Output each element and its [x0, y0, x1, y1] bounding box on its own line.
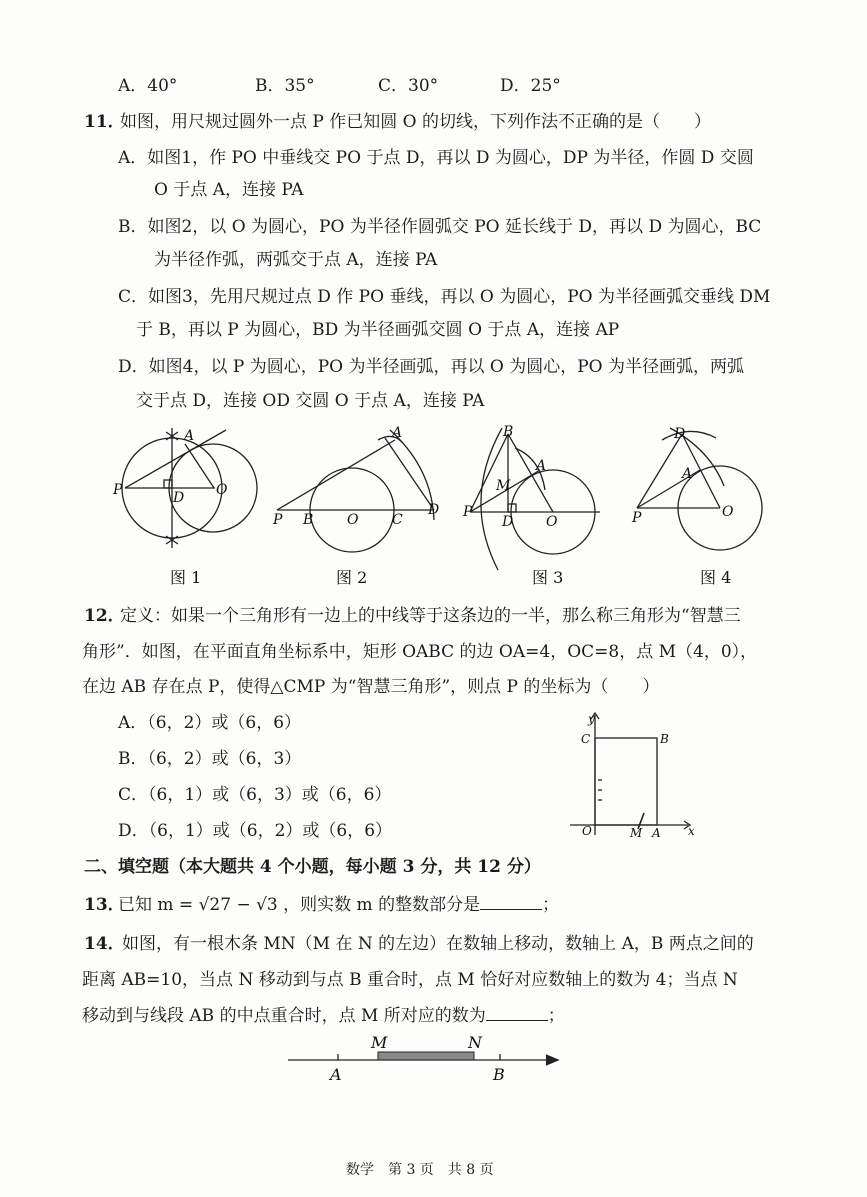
caption-fig2: 图 2 — [336, 568, 368, 587]
q10-option-d: D．25° — [500, 76, 561, 96]
q10-option-a: A．40° — [118, 76, 178, 96]
q11-option-a-line2: O 于点 A，连接 PA — [154, 180, 304, 200]
fig3-label-d: D — [502, 514, 514, 530]
numline-label-m: M — [371, 1033, 388, 1052]
numline-label-n: N — [468, 1033, 482, 1052]
q12-number: 12． — [84, 606, 125, 626]
fig1-label-p: P — [113, 482, 123, 498]
q10-option-b: B．35° — [255, 76, 315, 96]
q14-number-line — [280, 1030, 580, 1090]
q10-option-c: C．30° — [378, 76, 439, 96]
caption-fig4: 图 4 — [700, 568, 732, 587]
numline-label-a: A — [330, 1065, 342, 1084]
fig2-label-d: D — [428, 502, 440, 518]
q14-line1: 如图，有一根木条 MN（M 在 N 的左边）在数轴上移动，数轴上 A，B 两点之间的 — [122, 934, 754, 954]
q14-line3-end: ； — [547, 1006, 565, 1026]
fig2-label-c: C — [392, 512, 403, 528]
q12-coordinate-figure — [560, 705, 700, 845]
q12-option-a: A．（6，2）或（6，6） — [118, 713, 302, 733]
coord-label-x: x — [688, 824, 695, 838]
page-footer: 数学 第 3 页 共 8 页 — [346, 1162, 494, 1178]
q11-option-b-line2: 为半径作弧，两弧交于点 A，连接 PA — [154, 250, 438, 270]
fig3-label-m: M — [496, 478, 511, 494]
fig2-label-p: P — [273, 512, 283, 528]
coord-label-m: M — [630, 826, 643, 840]
q11-figures — [0, 420, 867, 595]
coord-label-b: B — [660, 732, 669, 746]
fig1-label-a: A — [184, 428, 195, 444]
q11-option-c-line2: 于 B，再以 P 为圆心，BD 为半径画弧交圆 O 于点 A，连接 AP — [136, 320, 620, 340]
q12-line1: 定义：如果一个三角形有一边上的中线等于这条边的一半，那么称三角形为“智慧三 — [120, 606, 741, 626]
q14-answer-blank[interactable] — [486, 1004, 548, 1021]
section-2-title: 二、填空题（本大题共 4 个小题，每小题 3 分，共 12 分） — [84, 857, 541, 877]
q11-option-c-line1: C．如图3，先用尺规过点 D 作 PO 垂线，再以 O 为圆心，PO 为半径画弧交垂线 DM — [118, 287, 771, 307]
fig4-label-p: P — [632, 510, 642, 526]
coord-label-c: C — [581, 732, 591, 746]
q12-option-c: C．（6，1）或（6，3）或（6，6） — [118, 785, 392, 805]
q11-option-d-line1: D．如图4，以 P 为圆心，PO 为半径画弧，再以 O 为圆心，PO 为半径画弧，两弧 — [118, 357, 744, 377]
q11-option-b-line1: B．如图2，以 O 为圆心，PO 为半径作圆弧交 PO 延长线于 D，再以 D 为圆心，BC — [118, 217, 762, 237]
q12-option-b: B．（6，2）或（6，3） — [118, 749, 302, 769]
q12-line3: 在边 AB 存在点 P，使得△CMP 为“智慧三角形”，则点 P 的坐标为（ ） — [82, 677, 660, 697]
fig2-label-b: B — [303, 512, 314, 528]
fig3-label-b: B — [503, 424, 514, 440]
q13-number: 13． — [84, 895, 125, 915]
coord-label-a: A — [652, 826, 661, 840]
fig2-label-o: O — [347, 512, 359, 528]
q11-number: 11． — [84, 112, 125, 132]
caption-fig3: 图 3 — [532, 568, 564, 587]
q11-stem: 如图，用尺规过圆外一点 P 作已知圆 O 的切线，下列作法不正确的是（ ） — [120, 112, 711, 132]
numline-label-b: B — [493, 1065, 505, 1084]
fig3-label-o: O — [546, 514, 558, 530]
q12-option-d: D．（6，1）或（6，2）或（6，6） — [118, 821, 393, 841]
q14-line2: 距离 AB=10，当点 N 移动到与点 B 重合时，点 M 恰好对应数轴上的数为 4；当点 N — [82, 970, 738, 990]
fig1-label-o: O — [216, 482, 228, 498]
q13-answer-blank[interactable] — [480, 893, 542, 910]
figure-4 — [637, 428, 762, 550]
fig4-label-d: D — [674, 426, 686, 442]
figure-1 — [122, 428, 257, 548]
coord-label-y: y — [588, 712, 595, 726]
q13-text-after: ； — [542, 895, 560, 915]
q14-line3-wrap — [82, 1004, 565, 1028]
figure-2 — [277, 430, 434, 552]
fig4-label-o: O — [722, 504, 734, 520]
coord-label-o: O — [582, 824, 592, 838]
caption-fig1: 图 1 — [170, 568, 202, 587]
q14-number: 14． — [84, 934, 125, 954]
figure-3 — [470, 428, 600, 570]
q12-line2: 角形”．如图，在平面直角坐标系中，矩形 OABC 的边 OA=4，OC=8，点 M（4，0）， — [82, 642, 758, 662]
fig1-label-d: D — [173, 490, 185, 506]
q13-text — [118, 893, 559, 917]
wood-strip-mn — [378, 1052, 474, 1060]
fig3-label-a: A — [536, 458, 547, 474]
q13-text-before: 已知 m = √27 − √3 ，则实数 m 的整数部分是 — [118, 895, 481, 915]
q11-option-d-line2: 交于点 D，连接 OD 交圆 O 于点 A，连接 PA — [136, 391, 485, 411]
q14-line3: 移动到与线段 AB 的中点重合时，点 M 所对应的数为 — [82, 1006, 486, 1026]
fig4-label-a: A — [682, 466, 693, 482]
fig2-label-a: A — [392, 425, 403, 441]
q11-option-a-line1: A．如图1，作 PO 中垂线交 PO 于点 D，再以 D 为圆心，DP 为半径，作圆 D 交圆 — [118, 148, 754, 168]
fig3-label-p: P — [463, 504, 473, 520]
